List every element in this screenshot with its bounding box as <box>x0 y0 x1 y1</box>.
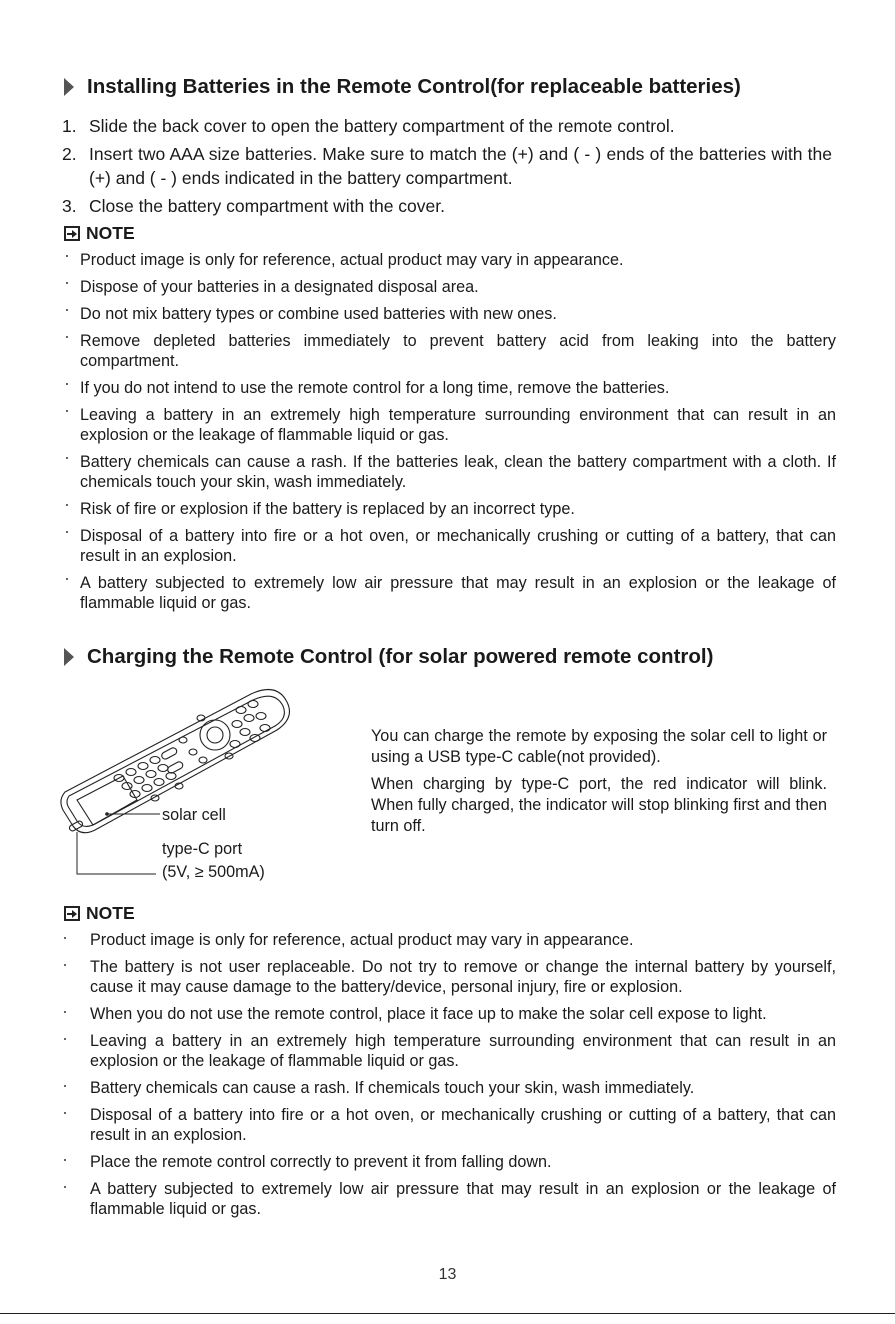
bullet-dot-icon <box>64 1105 90 1145</box>
bullet-dot-icon <box>64 1004 90 1024</box>
list-item: When you do not use the remote control, place it face up to make the solar cell expose to light. <box>64 1004 836 1024</box>
page-number: 13 <box>438 1266 457 1283</box>
step-item: 1. Slide the back cover to open the battery compartment of the remote control. <box>62 116 675 136</box>
list-item: Battery chemicals can cause a rash. If chemicals touch your skin, wash immediately. <box>64 1078 836 1098</box>
section-heading-installing-batteries <box>64 75 741 99</box>
list-item: Leaving a battery in an extremely high temperature surrounding environment that can result in an explosion or the leakage of flammable liquid or gas. <box>64 405 836 445</box>
note-label: NOTE <box>86 903 135 923</box>
note-heading <box>64 223 135 244</box>
bullet-dot-icon <box>64 499 80 519</box>
list-item: Remove depleted batteries immediately to prevent battery acid from leaking into the battery compartment. <box>64 331 836 371</box>
battery-notes-list <box>64 250 836 620</box>
section-heading-text: Installing Batteries in the Remote Control(for replaceable batteries) <box>87 75 741 98</box>
typec-port-label: type-C port <box>162 840 243 858</box>
list-item: If you do not intend to use the remote control for a long time, remove the batteries. <box>64 378 836 398</box>
list-item: The battery is not user replaceable. Do not try to remove or change the internal battery by yourself, cause it may cause damage to the battery/device, personal injury, fire or explosion. <box>64 957 836 997</box>
bullet-dot-icon <box>64 405 80 445</box>
step-item: 2. Insert two AAA size batteries. Make sure to match the (+) and ( - ) ends of the batteries with the (+) and ( - ) ends indicated in the battery compartment. <box>62 144 832 188</box>
charging-description <box>371 726 827 843</box>
bullet-dot-icon <box>64 304 80 324</box>
charging-notes-list <box>64 930 836 1226</box>
bullet-dot-icon <box>64 1152 90 1172</box>
list-item: Product image is only for reference, actual product may vary in appearance. <box>64 930 836 950</box>
note-label: NOTE <box>86 223 135 243</box>
bullet-dot-icon <box>64 1031 90 1071</box>
note-arrow-icon <box>64 226 80 241</box>
section-heading-text: Charging the Remote Control (for solar powered remote control) <box>87 645 714 668</box>
typec-spec-label: (5V, ≥ 500mA) <box>162 863 265 881</box>
bullet-dot-icon <box>64 452 80 492</box>
bullet-dot-icon <box>64 526 80 566</box>
charging-paragraph: You can charge the remote by exposing the solar cell to light or using a USB type-C cable(not provided). <box>371 727 827 766</box>
nav-ring <box>200 720 230 750</box>
bullet-dot-icon <box>64 331 80 371</box>
note-arrow-icon <box>64 906 80 921</box>
list-item: Disposal of a battery into fire or a hot oven, or mechanically crushing or cutting of a battery, that can result in an explosion. <box>64 526 836 566</box>
list-item: Battery chemicals can cause a rash. If the batteries leak, clean the battery compartment with a cloth. If chemicals touch your skin, wash immediately. <box>64 452 836 492</box>
triangle-bullet-icon <box>64 648 74 666</box>
bullet-dot-icon <box>64 957 90 997</box>
bullet-dot-icon <box>64 573 80 613</box>
list-item: A battery subjected to extremely low air pressure that may result in an explosion or the leakage of flammable liquid or gas. <box>64 1179 836 1219</box>
installation-steps <box>62 114 832 222</box>
bullet-dot-icon <box>64 1179 90 1219</box>
solar-cell-label: solar cell <box>162 806 226 824</box>
list-item: Dispose of your batteries in a designated disposal area. <box>64 277 836 297</box>
list-item: A battery subjected to extremely low air pressure that may result in an explosion or the leakage of flammable liquid or gas. <box>64 573 836 613</box>
bullet-dot-icon <box>64 277 80 297</box>
list-item: Risk of fire or explosion if the battery is replaced by an incorrect type. <box>64 499 836 519</box>
list-item: Disposal of a battery into fire or a hot oven, or mechanically crushing or cutting of a battery, that can result in an explosion. <box>64 1105 836 1145</box>
note-heading <box>64 903 135 924</box>
bullet-dot-icon <box>64 378 80 398</box>
list-item: Do not mix battery types or combine used batteries with new ones. <box>64 304 836 324</box>
bullet-dot-icon <box>64 1078 90 1098</box>
bullet-dot-icon <box>64 930 90 950</box>
section-heading-charging <box>64 645 713 669</box>
nav-center <box>207 727 223 743</box>
triangle-bullet-icon <box>64 78 74 96</box>
list-item: Leaving a battery in an extremely high temperature surrounding environment that can result in an explosion or the leakage of flammable liquid or gas. <box>64 1031 836 1071</box>
typec-port-leader <box>77 832 156 874</box>
step-item: 3. Close the battery compartment with the cover. <box>62 196 445 216</box>
list-item: Product image is only for reference, actual product may vary in appearance. <box>64 250 836 270</box>
charging-paragraph: When charging by type-C port, the red indicator will blink. When fully charged, the indicator will stop blinking first and then turn off. <box>371 775 827 835</box>
bullet-dot-icon <box>64 250 80 270</box>
page-bottom-rule <box>0 1313 895 1314</box>
list-item: Place the remote control correctly to prevent it from falling down. <box>64 1152 836 1172</box>
solar-cell-panel <box>77 776 137 825</box>
